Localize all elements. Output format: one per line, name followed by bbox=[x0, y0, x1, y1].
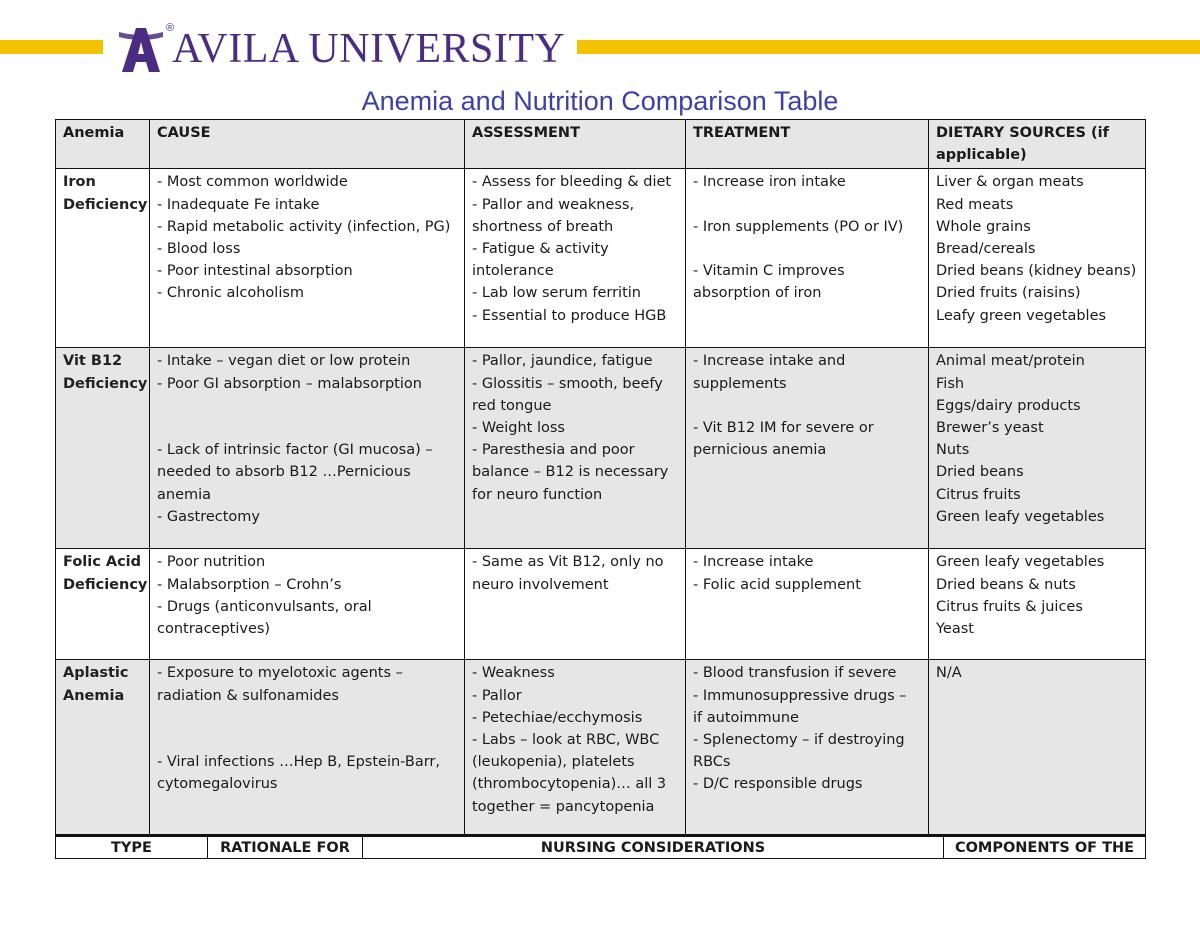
cell-line: Nuts bbox=[936, 442, 970, 459]
cell-line: Dried beans & nuts bbox=[936, 576, 1076, 593]
cell-line: - Poor intestinal absorption bbox=[157, 263, 353, 280]
cell-line: - Malabsorption – Crohn’s bbox=[157, 576, 342, 593]
cell-line: - Increase intake and bbox=[693, 353, 846, 370]
cell-line: Green leafy vegetables bbox=[936, 554, 1105, 571]
cell-line: - Folic acid supplement bbox=[693, 576, 861, 593]
cell-line bbox=[693, 395, 922, 417]
cause-cell bbox=[150, 169, 465, 348]
cell-line: red tongue bbox=[472, 397, 552, 414]
dietary-sources-cell bbox=[929, 169, 1146, 348]
cell-line: - Poor nutrition bbox=[157, 554, 266, 571]
row-header bbox=[56, 348, 150, 549]
cell-line: pernicious anemia bbox=[693, 442, 827, 459]
cell-line: - Glossitis – smooth, beefy bbox=[472, 375, 663, 392]
cell-line: - Vitamin C improves bbox=[693, 263, 845, 280]
cell-line: Vit B12 bbox=[63, 353, 123, 370]
cell-line: - Pallor and weakness, bbox=[472, 196, 635, 213]
cell-line: - Most common worldwide bbox=[157, 174, 348, 191]
table-row-vit-b12-deficiency bbox=[56, 348, 1146, 549]
cell-line: radiation & sulfonamides bbox=[157, 687, 339, 704]
cell-line: - Gastrectomy bbox=[157, 508, 261, 525]
row-header bbox=[56, 169, 150, 348]
cell-line: Liver & organ meats bbox=[936, 174, 1084, 191]
cell-line: Leafy green vegetables bbox=[936, 307, 1107, 324]
footer-header-row bbox=[56, 836, 1146, 859]
cell-line: Whole grains bbox=[936, 218, 1031, 235]
cell-line: intolerance bbox=[472, 263, 554, 280]
cell-line: - Weakness bbox=[472, 665, 555, 682]
cell-line: Animal meat/protein bbox=[936, 353, 1085, 370]
cause-cell bbox=[150, 660, 465, 837]
cell-line: - Same as Vit B12, only no bbox=[472, 554, 664, 571]
nursing-table-header bbox=[55, 834, 1146, 859]
cell-line: - D/C responsible drugs bbox=[693, 776, 863, 793]
assessment-cell bbox=[465, 549, 686, 660]
page-title: Anemia and Nutrition Comparison Table bbox=[361, 86, 839, 116]
column-header-cause: CAUSE bbox=[150, 120, 465, 169]
cell-line: - Pallor bbox=[472, 687, 522, 704]
comparison-table bbox=[55, 119, 1146, 837]
cell-line: Dried beans bbox=[936, 464, 1024, 481]
cell-line: Dried beans (kidney beans) bbox=[936, 263, 1137, 280]
cell-line: together = pancytopenia bbox=[472, 798, 655, 815]
assessment-cell bbox=[465, 348, 686, 549]
cell-line bbox=[693, 238, 922, 260]
table-row-iron-deficiency bbox=[56, 169, 1146, 348]
cell-line: - Intake – vegan diet or low protein bbox=[157, 353, 411, 370]
cell-line: - Fatigue & activity bbox=[472, 241, 609, 258]
cell-line bbox=[157, 707, 458, 729]
cell-line: - Blood loss bbox=[157, 241, 241, 258]
dietary-sources-cell bbox=[929, 348, 1146, 549]
assessment-cell bbox=[465, 169, 686, 348]
cell-line: - Splenectomy – if destroying bbox=[693, 732, 905, 749]
column-header-treatment: TREATMENT bbox=[686, 120, 929, 169]
cell-line: - Rapid metabolic activity (infection, PG) bbox=[157, 218, 451, 235]
treatment-cell bbox=[686, 549, 929, 660]
cell-line: Eggs/dairy products bbox=[936, 397, 1081, 414]
cell-line: supplements bbox=[693, 375, 787, 392]
cell-line: - Essential to produce HGB bbox=[472, 307, 667, 324]
cell-line: Aplastic bbox=[63, 665, 129, 682]
treatment-cell bbox=[686, 660, 929, 837]
cell-line: - Petechiae/ecchymosis bbox=[472, 709, 643, 726]
column-header-dietary-sources: DIETARY SOURCES (if applicable) bbox=[929, 120, 1146, 169]
cell-line bbox=[693, 194, 922, 216]
cell-line: Yeast bbox=[936, 621, 974, 638]
cell-line: N/A bbox=[936, 665, 962, 682]
cell-line: - Assess for bleeding & diet bbox=[472, 174, 672, 191]
cell-line: - Viral infections …Hep B, Epstein-Barr, bbox=[157, 754, 440, 771]
cause-cell bbox=[150, 348, 465, 549]
cell-line: Red meats bbox=[936, 196, 1014, 213]
cell-line: - Iron supplements (PO or IV) bbox=[693, 218, 904, 235]
cell-line: - Lab low serum ferritin bbox=[472, 285, 641, 302]
cell-line: - Inadequate Fe intake bbox=[157, 196, 320, 213]
table-header-row bbox=[56, 120, 1146, 169]
university-logo bbox=[118, 24, 565, 74]
cell-line: cytomegalovirus bbox=[157, 776, 278, 793]
registered-mark: ® bbox=[166, 22, 175, 34]
cell-line: Deficiency bbox=[63, 576, 148, 593]
cell-line: Bread/cereals bbox=[936, 241, 1036, 258]
cell-line: Brewer’s yeast bbox=[936, 420, 1044, 437]
cell-line: Folic Acid bbox=[63, 554, 142, 571]
cell-line: (thrombocytopenia)… all 3 bbox=[472, 776, 667, 793]
row-header bbox=[56, 660, 150, 837]
column-header-components: COMPONENTS OF THE bbox=[944, 836, 1146, 859]
cell-line: RBCs bbox=[693, 754, 731, 771]
column-header-type: TYPE bbox=[56, 836, 208, 859]
cell-line: Green leafy vegetables bbox=[936, 508, 1105, 525]
cell-line: Dried fruits (raisins) bbox=[936, 285, 1081, 302]
cell-line: Deficiency bbox=[63, 375, 148, 392]
column-header-rationale: RATIONALE FOR bbox=[208, 836, 363, 859]
cell-line bbox=[157, 417, 458, 439]
cell-line bbox=[157, 395, 458, 417]
university-name: AVILA UNIVERSITY bbox=[172, 26, 566, 72]
header-accent-bar-left bbox=[0, 40, 103, 54]
cell-line: - Pallor, jaundice, fatigue bbox=[472, 353, 653, 370]
cell-line: (leukopenia), platelets bbox=[472, 754, 635, 771]
assessment-cell bbox=[465, 660, 686, 837]
treatment-cell bbox=[686, 169, 929, 348]
cell-line: - Increase intake bbox=[693, 554, 814, 571]
cell-line: needed to absorb B12 …Pernicious bbox=[157, 464, 411, 481]
cell-line: - Increase iron intake bbox=[693, 174, 846, 191]
row-header bbox=[56, 549, 150, 660]
cell-line: - Labs – look at RBC, WBC bbox=[472, 732, 660, 749]
cause-cell bbox=[150, 549, 465, 660]
column-header-nursing-considerations: NURSING CONSIDERATIONS bbox=[363, 836, 944, 859]
cell-line: - Chronic alcoholism bbox=[157, 285, 305, 302]
cell-line: contraceptives) bbox=[157, 621, 271, 638]
cell-line: balance – B12 is necessary bbox=[472, 464, 669, 481]
cell-line: anemia bbox=[157, 486, 212, 503]
cell-line: if autoimmune bbox=[693, 709, 799, 726]
cell-line: - Lack of intrinsic factor (GI mucosa) – bbox=[157, 442, 433, 459]
column-header-assessment: ASSESSMENT bbox=[465, 120, 686, 169]
cell-line: absorption of iron bbox=[693, 285, 822, 302]
cell-line: - Vit B12 IM for severe or bbox=[693, 420, 874, 436]
table-row-aplastic-anemia bbox=[56, 660, 1146, 837]
avila-a-shield-icon bbox=[118, 24, 164, 74]
column-header-anemia: Anemia bbox=[56, 120, 150, 169]
cell-line: - Immunosuppressive drugs – bbox=[693, 687, 907, 704]
cell-line: Deficiency bbox=[63, 196, 148, 213]
table-row-folic-acid-deficiency bbox=[56, 549, 1146, 660]
cell-line bbox=[157, 729, 458, 751]
cell-line: Iron bbox=[63, 174, 96, 191]
cell-line: - Paresthesia and poor bbox=[472, 442, 635, 459]
cell-line: - Blood transfusion if severe bbox=[693, 665, 897, 682]
cell-line: neuro involvement bbox=[472, 576, 609, 593]
dietary-sources-cell bbox=[929, 660, 1146, 837]
cell-line: shortness of breath bbox=[472, 218, 614, 235]
cell-line: - Weight loss bbox=[472, 420, 565, 437]
cell-line: - Poor GI absorption – malabsorption bbox=[157, 375, 422, 392]
cell-line: - Exposure to myelotoxic agents – bbox=[157, 665, 403, 682]
cell-line: Anemia bbox=[63, 687, 125, 704]
cell-line: - Drugs (anticonvulsants, oral bbox=[157, 598, 372, 615]
dietary-sources-cell bbox=[929, 549, 1146, 660]
header-accent-bar-right bbox=[577, 40, 1200, 54]
cell-line: Fish bbox=[936, 375, 965, 392]
cell-line: for neuro function bbox=[472, 486, 603, 503]
treatment-cell bbox=[686, 348, 929, 549]
cell-line: Citrus fruits & juices bbox=[936, 598, 1083, 615]
cell-line: Citrus fruits bbox=[936, 486, 1021, 503]
